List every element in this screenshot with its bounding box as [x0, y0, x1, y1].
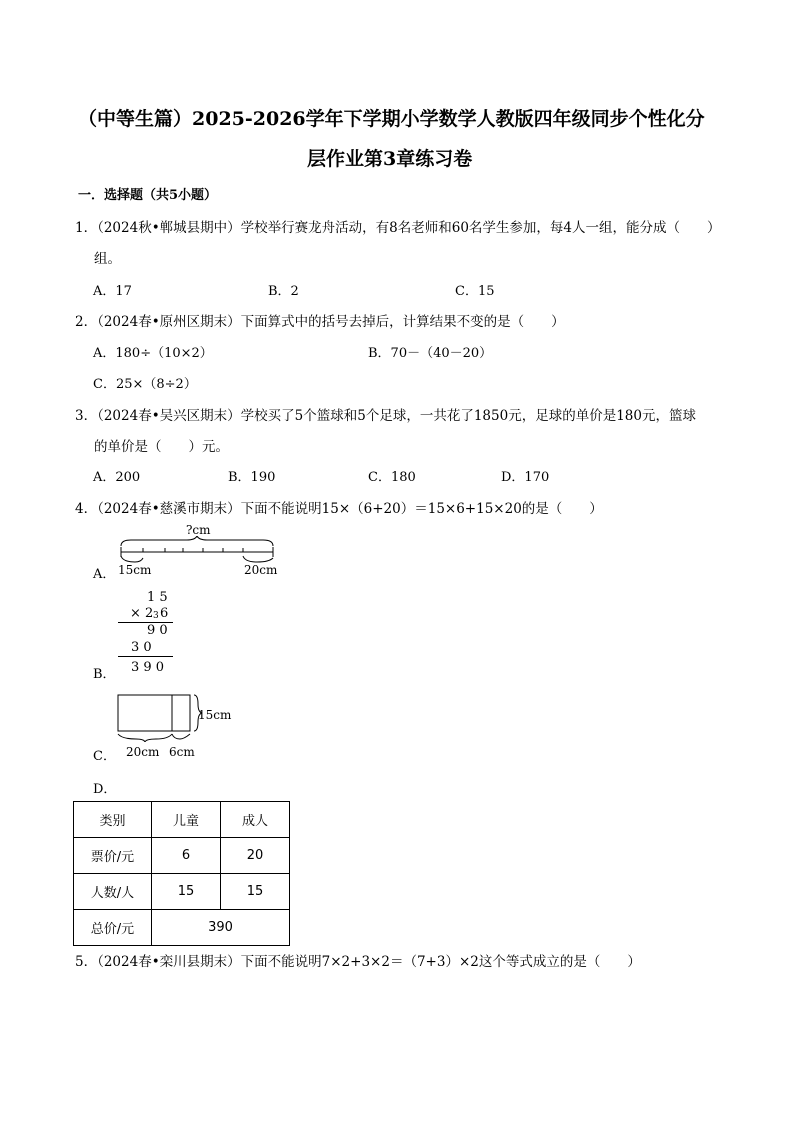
question-2-option-c: C．25×（8÷2）: [93, 377, 197, 392]
multiplication-partial-2: 3 0: [131, 640, 152, 655]
document-title-line1: （中等生篇）2025-2026学年下学期小学数学人教版四年级同步个性化分: [78, 108, 705, 130]
multiplication-row-2-digit: 6: [160, 606, 169, 621]
question-2-stem: 2．（2024春•原州区期末）下面算式中的括号去掉后，计算结果不变的是（ ）: [75, 314, 565, 330]
table-cell: 15: [152, 874, 221, 910]
question-1-stem: 1．（2024秋•郸城县期中）学校举行赛龙舟活动，有8名老师和60名学生参加，每4人一组，能分成（ ）: [75, 220, 721, 236]
multiplication-row-1: 1 5: [147, 590, 168, 605]
table-row: [74, 838, 290, 874]
rectangle-bottom-left-label: 20cm: [126, 745, 160, 759]
question-3-option-b: B．190: [228, 470, 276, 485]
multiplication-result: 3 9 0: [131, 660, 165, 675]
question-2-option-a: A．180÷（10×2）: [93, 346, 213, 361]
line-diagram-left-label: 15cm: [118, 563, 152, 577]
rectangle-bottom-right-label: 6cm: [169, 745, 195, 759]
section-heading: 一．选择题（共5小题）: [78, 188, 218, 203]
question-3-stem: 3．（2024春•吴兴区期末）学校买了5个篮球和5个足球，一共花了1850元，足球的单价是180元，篮球: [75, 408, 696, 424]
table-row: [74, 910, 290, 946]
table-cell: 儿童: [152, 802, 221, 838]
question-4-option-d-label: D．: [93, 782, 117, 797]
multiplication-line-2: [118, 656, 173, 657]
line-diagram-top-label: ?cm: [186, 523, 211, 537]
question-4-option-c-label: C．: [93, 749, 116, 764]
table-row: [74, 874, 290, 910]
document-title-line2: 层作业第3章练习卷: [307, 148, 473, 170]
question-5-stem: 5．（2024春•栾川县期末）下面不能说明7×2+3×2＝（7+3）×2这个等式成立的是（ ）: [75, 954, 641, 970]
table-cell: 人数/人: [74, 874, 152, 910]
table-cell: 6: [152, 838, 221, 874]
multiplication-row-2: × 2: [130, 606, 154, 621]
question-4-option-b-label: B．: [93, 667, 116, 682]
ticket-price-table: [73, 801, 290, 946]
line-diagram: [115, 536, 280, 564]
table-row: [74, 802, 290, 838]
question-1-option-c: C．15: [455, 284, 495, 299]
question-1-option-a: A．17: [93, 284, 132, 299]
question-1-option-b: B．2: [268, 284, 299, 299]
question-2-option-b: B．70－（40－20）: [368, 346, 493, 361]
table-cell: 票价/元: [74, 838, 152, 874]
rectangle-side-label: 15cm: [198, 708, 232, 722]
table-cell: 15: [221, 874, 290, 910]
table-cell: 类别: [74, 802, 152, 838]
multiplication-partial-1: 9 0: [147, 623, 168, 638]
question-4-stem: 4．（2024春•慈溪市期末）下面不能说明15×（6+20）＝15×6+15×20的是（ ）: [75, 501, 603, 517]
question-3-option-c: C．180: [368, 470, 416, 485]
question-1-stem-cont: 组。: [94, 251, 121, 267]
question-3-option-d: D．170: [501, 470, 550, 485]
question-3-option-a: A．200: [93, 470, 141, 485]
rectangle-diagram: [112, 692, 207, 742]
table-cell: 390: [152, 910, 290, 946]
multiplication-row-2-subscript: 3: [153, 611, 159, 621]
question-4-option-a-label: A．: [93, 567, 116, 582]
table-cell: 成人: [221, 802, 290, 838]
table-cell: 20: [221, 838, 290, 874]
table-cell: 总价/元: [74, 910, 152, 946]
question-3-stem-cont: 的单价是（ ）元。: [94, 439, 229, 455]
line-diagram-right-label: 20cm: [244, 563, 278, 577]
